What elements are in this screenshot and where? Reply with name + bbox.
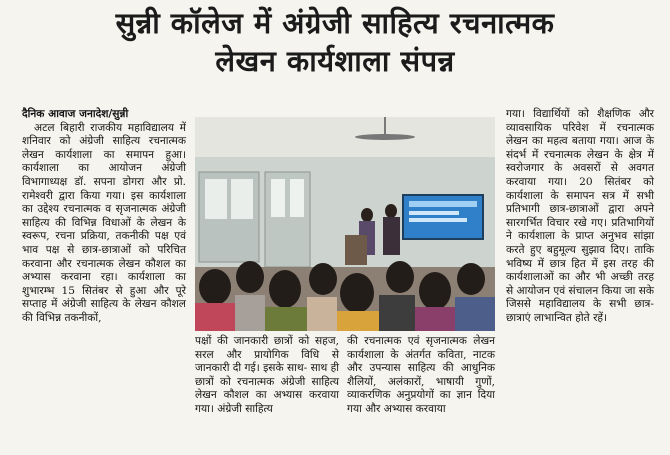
headline — [0, 4, 670, 80]
column-4-text: गया। विद्यार्थियों को शैक्षणिक और व्यावसायिक परिवेश में रचनात्मक लेखन का महत्व बताया गया। आज के संदर्भ में रचनात्मक लेखन के क्षेत्र में स्वरोजगार के अवसरों से अवगत करवाया गया। 20 सितंबर को कार्यशाला के समापन सत्र में सभी प्रतिभागी छात्र-छात्राओं द्वारा अपने सारगर्भित विचार रखे गए। प्रतिभागियों ने कार्यशाला के प्राप्त अनुभव सांझा करते हुए बहुमूल्य सुझाव दिए। ताकि भविष्य में छात्र हित में इस तरह की कार्यशालाओं का और भी अच्छी तरह से आयोजन एवं संचालन किया जा सके जिससे महाविद्यालय के सभी छात्र-छात्राएं लाभान्वित होते रहें। — [506, 108, 654, 324]
classroom-photo — [195, 117, 495, 331]
column-3-text: की रचनात्मक एवं सृजनात्मक लेखन कार्यशाला के अंतर्गत कविता, नाटक और उपन्यास साहित्य की आधुनिक शैलियों, अलंकारों, भाषायी गुणों, व्याकरणिक अनुप्रयोगों का ज्ञान दिया गया और अभ्यास करवाया — [347, 335, 495, 415]
article-column-4 — [506, 108, 654, 326]
headline-line-1: सुन्नी कॉलेज में अंग्रेजी साहित्य रचनात्मक — [115, 6, 555, 40]
article-column-3 — [347, 335, 495, 417]
article-column-2 — [195, 335, 339, 417]
article-column-1 — [22, 108, 186, 326]
byline: दैनिक आवाज जनादेश/सुन्नी — [22, 108, 129, 120]
headline-line-2: लेखन कार्यशाला संपन्न — [215, 44, 455, 78]
column-1-text: अटल बिहारी राजकीय महाविद्यालय में शनिवार को अंग्रेजी साहित्य रचनात्मक लेखन कार्यशाला का समापन हुआ। कार्यशाला का आयोजन अंग्रेजी विभागाध्यक्ष डॉ. सपना डोगरा और प्रो. रामेश्वरी द्वारा किया गया। इस कार्यशाला का उद्देश्य रचनात्मक व सृजनात्मक अंग्रेजी साहित्य की विभिन्न विधाओं के लेखन के स्वरूप, रचना प्रक्रिया, तकनीकी पक्ष एवं भाव पक्ष से छात्र-छात्राओं को परिचित करवाना और रचनात्मक लेखन कौशल का अभ्यास करवाना रहा। कार्यशाला का शुभारम्भ 15 सितंबर से हुआ और पूरे सप्ताह में अंग्रेजी साहित्य के लेखन कौशल की विभिन्न तकनीकों, — [22, 121, 186, 324]
column-2-text: पक्षों की जानकारी छात्रों को सहज, सरल और प्रायोगिक विधि से जानकारी दी गई। इसके साथ- साथ ही छात्रों को रचनात्मक अंग्रेजी साहित्य लेखन कौशल का अभ्यास करवाया गया। अंग्रेजी साहित्य — [195, 335, 339, 415]
classroom-photo-icon — [195, 117, 495, 331]
